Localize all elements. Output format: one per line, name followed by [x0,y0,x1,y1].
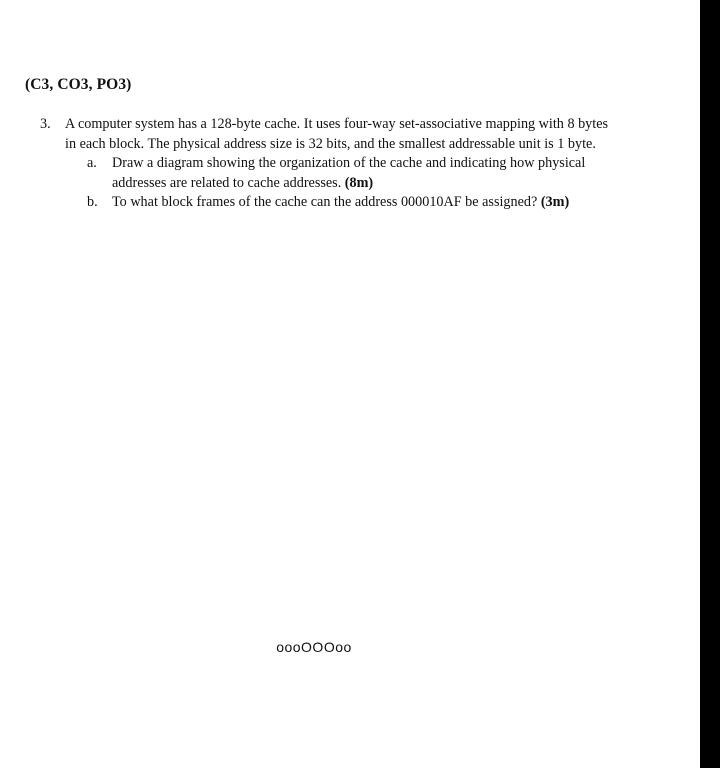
sub-question-b [87,193,620,213]
question-text: A computer system has a 128-byte cache. It uses four-way set-associative mapping with 8 bytes in each block. The physical address size is 32 bits, and the smallest addressable unit is 1 byte. [65,116,609,152]
page-edge [700,0,720,768]
question-number: 3. [40,116,51,132]
sub-question-list [87,154,620,213]
marks-badge: (3m) [540,194,570,210]
marks-badge: (8m) [344,174,374,191]
sub-question-a [87,154,620,193]
end-divider [0,639,700,655]
course-outcome-codes: (C3, CO3, PO3) [25,76,132,93]
sub-question-text: To what block frames of the cache can the address 000010AF be assigned? [112,194,538,210]
sub-question-text: Draw a diagram showing the organization of the cache and indicating how physical addresses are related to cache addresses. [112,155,586,191]
question-3 [40,115,620,213]
sub-question-label: a. [87,155,97,171]
sub-question-label: b. [87,194,98,210]
end-divider-text: oooOOOoo [276,639,352,655]
